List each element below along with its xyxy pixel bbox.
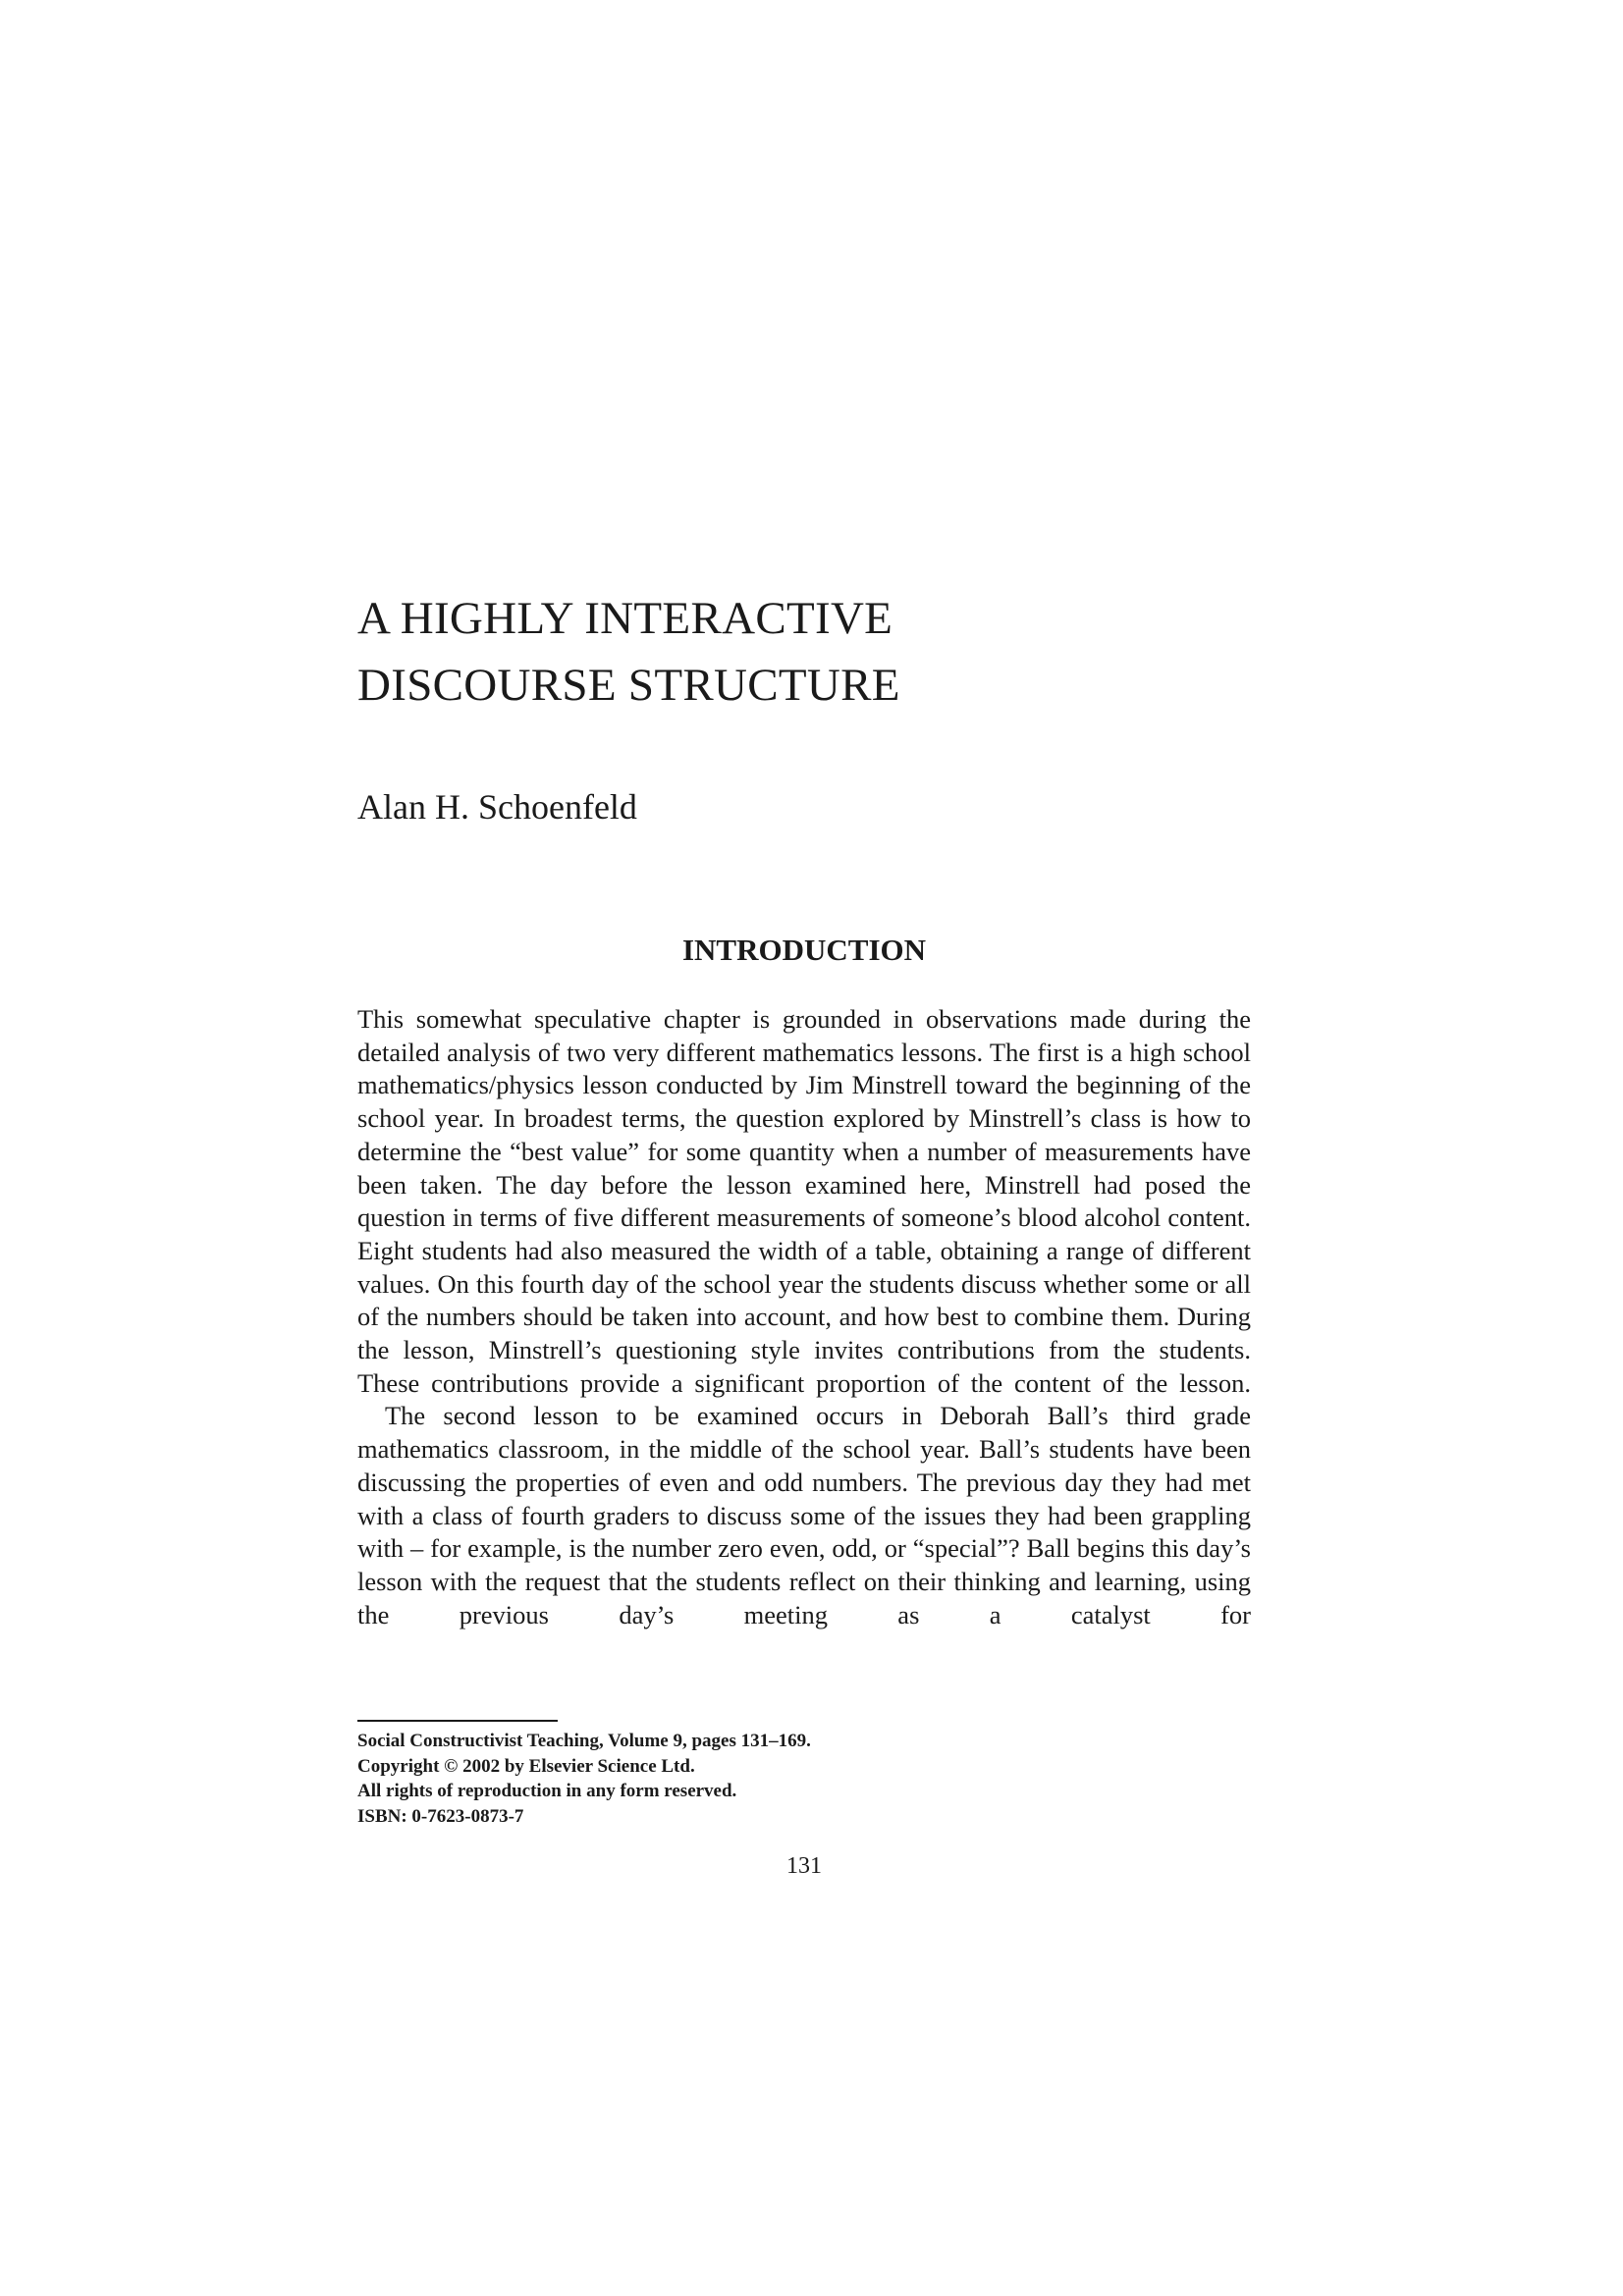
chapter-author: Alan H. Schoenfeld: [357, 787, 637, 827]
footnote-line: All rights of reproduction in any form reserved.: [357, 1781, 737, 1801]
chapter-title: [357, 585, 1241, 719]
footnote-line: ISBN: 0-7623-0873-7: [357, 1805, 524, 1827]
section-heading: INTRODUCTION: [681, 933, 927, 967]
page-number: 131: [786, 1853, 822, 1879]
body-paragraph: This somewhat speculative chapter is grounded in observations made during the detailed analysis of two very different mathematics lessons. The first is a high school mathematics/physics lesson conducted by Jim Minstrell toward the beginning of the school year. In broadest terms, the question explored by Minstrell’s class is how to determine the “best value” for some quantity when a number of measurements have been taken. The day before the lesson examined here, Minstrell had posed the question in terms of five different measurements of someone’s blood alcohol content. Eight students had also measured the width of a table, obtaining a range of different values. On this fourth day of the school year the students discuss whether some or all of the numbers should be taken into account, and how best to combine them. During the lesson, Minstrell’s questioning style invites contributions from the students. These contributions provide a significant proportion of the content of the lesson.: [357, 1004, 1251, 1398]
footnote-line: Social Constructivist Teaching, Volume 9, pages 131–169.: [357, 1731, 811, 1751]
chapter-title-line: DISCOURSE STRUCTURE: [357, 660, 900, 711]
body-paragraph: The second lesson to be examined occurs in Deborah Ball’s third grade mathematics classroom, in the middle of the school year. Ball’s students have been discussing the properties of even and odd numbers. The previous day they had met with a class of fourth graders to discuss some of the issues they had been grappling with – for example, is the number zero even, odd, or “special”? Ball begins this day’s lesson with the request that the students reflect on their thinking and learning, using the previous day’s meeting as a catalyst for: [357, 1401, 1251, 1629]
chapter-title-line: A HIGHLY INTERACTIVE: [357, 593, 893, 644]
publication-footnote: [357, 1729, 1143, 1829]
footnote-rule: [357, 1720, 558, 1722]
footnote-line: Copyright © 2002 by Elsevier Science Ltd.: [357, 1755, 695, 1777]
body-text: [357, 1003, 1251, 1631]
